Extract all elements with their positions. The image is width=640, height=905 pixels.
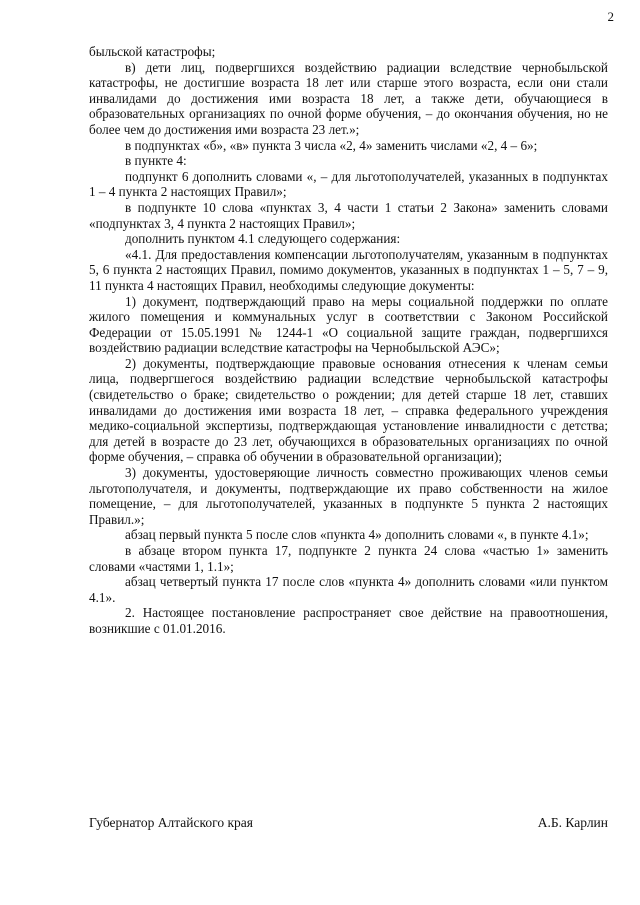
paragraph: подпункт 6 дополнить словами «, – для льготополучателей, указанных в подпунктах 1 – 4 пункта 2 настоящих Правил»;	[89, 168, 608, 200]
signature-name: А.Б. Карлин	[537, 815, 608, 830]
paragraph: абзац первый пункта 5 после слов «пункта 4» дополнить словами «, в пункте 4.1»;	[125, 527, 589, 543]
paragraph: в пункте 4:	[125, 153, 187, 169]
paragraph: в подпунктах «б», «в» пункта 3 числа «2, 4» заменить числами «2, 4 – 6»;	[125, 137, 538, 153]
paragraph: в подпункте 10 слова «пунктах 3, 4 части 1 статьи 2 Закона» заменить словами «подпунктах 3, 4 пункта 2 настоящих Правил»;	[89, 199, 608, 231]
page-number: 2	[607, 9, 614, 24]
paragraph: 2) документы, подтверждающие правовые основания отнесения к членам семьи лица, подвергшегося воздействию радиации вследствие чернобыльской катастрофы (свидетельство о браке; свидетельство о рождении; для детей старше 18 лет, ставших инвалидами до достижения ими возраста 18 лет, – справка федерального учреждения медико-социальной экспертизы, подтверждающая установление инвалидности с детства; для детей в возрасте до 23 лет, обучающихся в образовательных организациях по очной форме обучения, – справка об обучении в образовательной организации);	[89, 355, 608, 465]
paragraph: 3) документы, удостоверяющие личность совместно проживающих членов семьи льготополучателя, и документы, подтверждающие их право собственности на жилое помещение, – для льготополучателей, указанных в подпункте 5 пункта 2 настоящих Правил.»;	[89, 465, 608, 527]
paragraph: «4.1. Для предоставления компенсации льготополучателям, указанным в подпунктах 5, 6 пункта 2 настоящих Правил, помимо документов, указанных в подпунктах 1 – 5, 7 – 9, 11 пункта 4 настоящих Правил, необходимы следующие документы:	[89, 246, 608, 293]
paragraph: 2. Настоящее постановление распространяет свое действие на правоотношения, возникшие с 01.01.2016.	[89, 605, 608, 636]
signature-position: Губернатор Алтайского края	[89, 815, 253, 830]
document-body	[89, 44, 608, 637]
paragraph: абзац четвертый пункта 17 после слов «пункта 4» дополнить словами «или пунктом 4.1».	[89, 574, 608, 605]
paragraph: в) дети лиц, подвергшихся воздействию радиации вследствие чернобыльской катастрофы, не достигшие возраста 18 лет или старше этого возраста, если они стали инвалидами до достижения ими возраста 18 лет, а также дети, обучающиеся в образовательных организациях по очной форме обучения, – до окончания обучения, но не более чем до достижения ими возраста 23 лет.»;	[89, 59, 608, 137]
paragraph: быльской катастрофы;	[89, 44, 216, 59]
paragraph: в абзаце втором пункта 17, подпункте 2 пункта 24 слова «частью 1» заменить словами «частями 1, 1.1»;	[89, 543, 608, 574]
signature-block	[89, 815, 608, 831]
paragraph: дополнить пунктом 4.1 следующего содержания:	[125, 231, 401, 247]
paragraph: 1) документ, подтверждающий право на меры социальной поддержки по оплате жилого помещения и коммунальных услуг в соответствии с Законом Российской Федерации от 15.05.1991 № 1244-1 «О социальной защите граждан, подвергшихся воздействию радиации вследствие катастрофы на Чернобыльской АЭС»;	[89, 293, 608, 356]
